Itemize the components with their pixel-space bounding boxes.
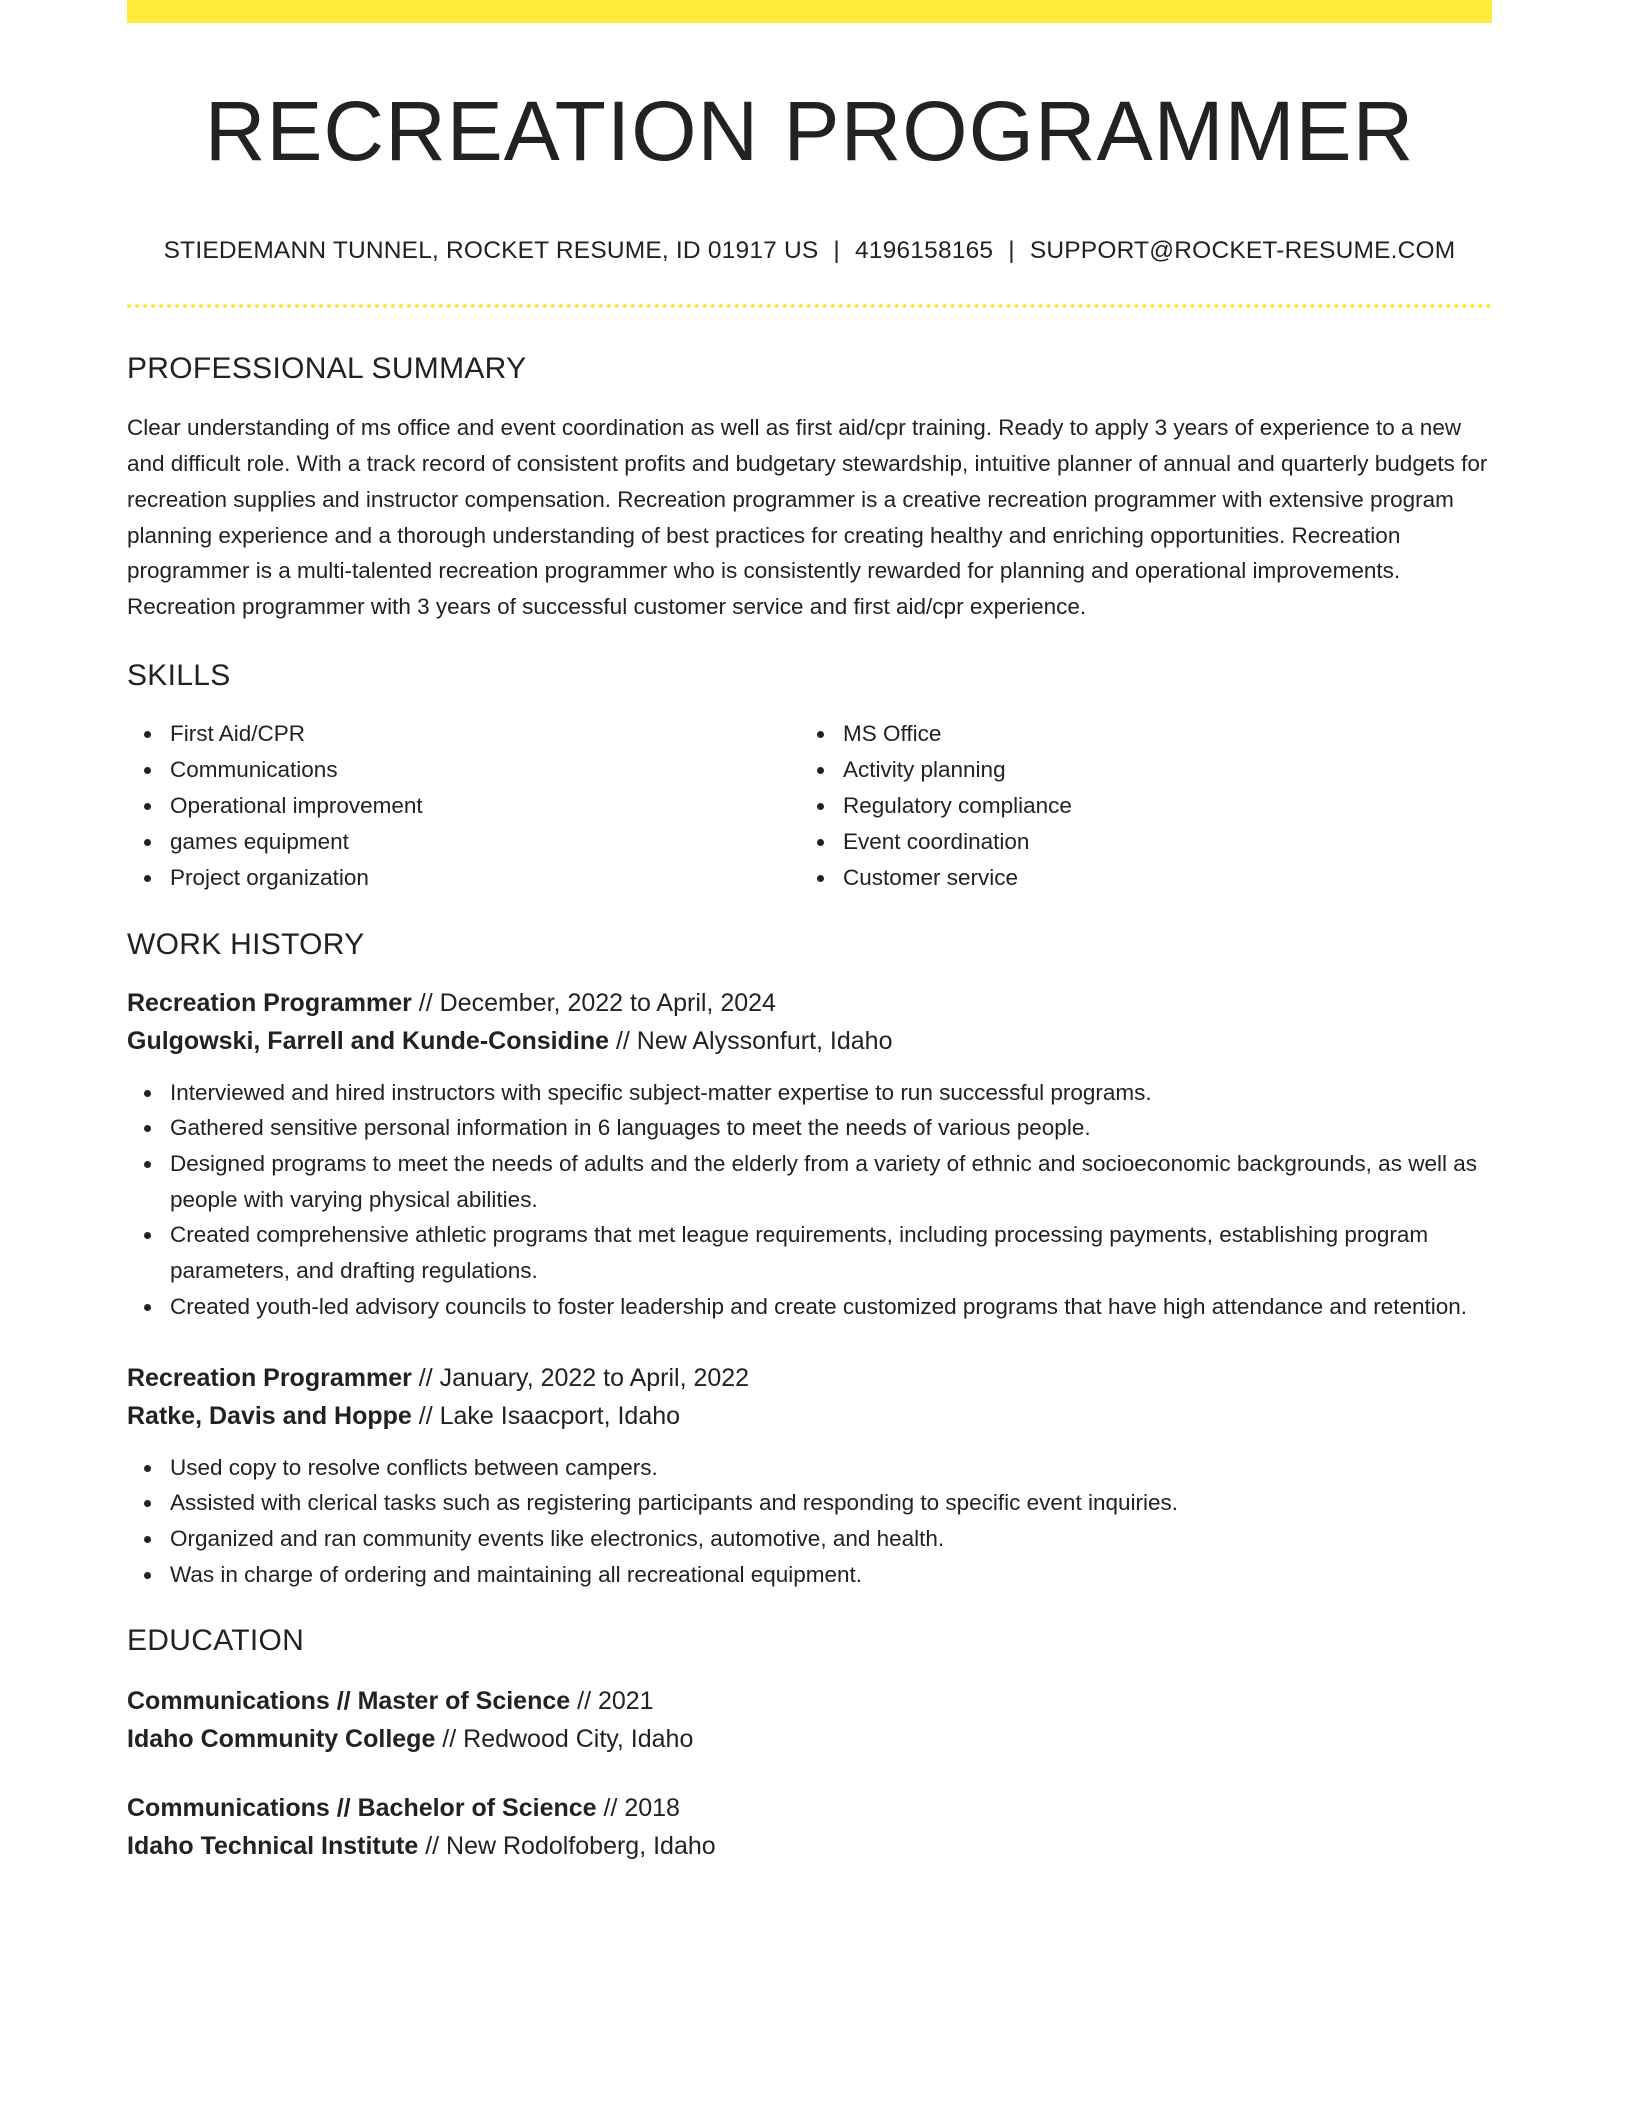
job-bullet: Assisted with clerical tasks such as registering participants and responding to specific event inquiries. — [127, 1485, 1492, 1521]
job-company-line — [127, 1397, 1492, 1435]
degree: Communications // Bachelor of Science — [127, 1794, 597, 1823]
job-entry — [127, 1359, 1492, 1593]
job-role: Recreation Programmer — [127, 988, 412, 1017]
school-line — [127, 1827, 1492, 1865]
job-bullets — [127, 1075, 1492, 1325]
job-company: Ratke, Davis and Hoppe — [127, 1401, 412, 1430]
skill-item: Communications — [127, 752, 800, 788]
job-bullet: Was in charge of ordering and maintaining all recreational equipment. — [127, 1557, 1492, 1593]
skills-column-right — [800, 716, 1473, 897]
job-bullet: Organized and ran community events like electronics, automotive, and health. — [127, 1521, 1492, 1557]
job-entry — [127, 984, 1492, 1325]
job-title-line — [127, 1359, 1492, 1397]
work-history-heading: WORK HISTORY — [127, 927, 365, 961]
school-location: // Redwood City, Idaho — [435, 1725, 694, 1754]
job-company: Gulgowski, Farrell and Kunde-Considine — [127, 1026, 609, 1055]
candidate-name: RECREATION PROGRAMMER — [204, 84, 1415, 178]
job-bullet: Used copy to resolve conflicts between campers. — [127, 1450, 1492, 1486]
job-dates: // December, 2022 to April, 2024 — [411, 988, 776, 1017]
job-bullet: Designed programs to meet the needs of adults and the elderly from a variety of ethnic and socioeconomic backgrounds, as well as people with varying physical abilities. — [127, 1146, 1492, 1217]
school-location: // New Rodolfoberg, Idaho — [418, 1832, 716, 1861]
skill-item: Event coordination — [800, 824, 1473, 860]
contact-phone: 4196158165 — [854, 237, 994, 265]
skills-column-left — [127, 716, 800, 897]
degree-line — [127, 1789, 1492, 1827]
job-role: Recreation Programmer — [127, 1363, 412, 1392]
job-bullet: Interviewed and hired instructors with specific subject-matter expertise to run successful programs. — [127, 1075, 1492, 1111]
job-location: // Lake Isaacport, Idaho — [411, 1401, 681, 1430]
degree-line — [127, 1682, 1492, 1720]
summary-heading: PROFESSIONAL SUMMARY — [127, 352, 527, 386]
dotted-divider — [127, 304, 1492, 308]
graduation-year: // 2021 — [570, 1687, 654, 1716]
job-bullet: Created youth-led advisory councils to foster leadership and create customized programs that have high attendance and retention. — [127, 1289, 1492, 1325]
school-name: Idaho Community College — [127, 1725, 436, 1754]
job-location: // New Alyssonfurt, Idaho — [609, 1026, 893, 1055]
skill-item: games equipment — [127, 824, 800, 860]
skill-item: Operational improvement — [127, 788, 800, 824]
job-bullets — [127, 1450, 1492, 1593]
education-heading: EDUCATION — [127, 1624, 305, 1658]
contact-line — [127, 237, 1492, 265]
contact-separator: | — [1008, 237, 1015, 265]
job-bullet: Gathered sensitive personal information in 6 languages to meet the needs of various people. — [127, 1110, 1492, 1146]
contact-email: SUPPORT@ROCKET-RESUME.COM — [1029, 237, 1456, 265]
skills-list — [127, 716, 1492, 897]
skill-item: Project organization — [127, 860, 800, 896]
skill-item: Activity planning — [800, 752, 1473, 788]
job-dates: // January, 2022 to April, 2022 — [411, 1363, 750, 1392]
summary-text: Clear understanding of ms office and event coordination as well as first aid/cpr training. Ready to apply 3 years of experience to a new and difficult role. With a track record of consistent profits and budgetary stewardship, intuitive planner of annual and quarterly budgets for recreation supplies and instructor compensation. Recreation programmer is a creative recreation programmer with extensive program planning experience and a thorough understanding of best practices for creating healthy and enriching opportunities. Recreation programmer is a multi-talented recreation programmer who is consistently rewarded for planning and operational improvements. Recreation programmer with 3 years of successful customer service and first aid/cpr experience. — [127, 415, 1488, 619]
skill-item: First Aid/CPR — [127, 716, 800, 752]
graduation-year: // 2018 — [596, 1794, 680, 1823]
school-name: Idaho Technical Institute — [127, 1832, 419, 1861]
school-line — [127, 1720, 1492, 1758]
contact-separator: | — [833, 237, 840, 265]
resume-page — [127, 0, 1492, 1865]
job-company-line — [127, 1022, 1492, 1060]
job-bullet: Created comprehensive athletic programs that met league requirements, including processing payments, establishing program parameters, and drafting regulations. — [127, 1217, 1492, 1288]
skill-item: MS Office — [800, 716, 1473, 752]
education-entry — [127, 1789, 1492, 1865]
skill-item: Regulatory compliance — [800, 788, 1473, 824]
accent-bar — [127, 0, 1492, 23]
job-title-line — [127, 984, 1492, 1022]
skills-heading: SKILLS — [127, 658, 231, 692]
degree: Communications // Master of Science — [127, 1687, 571, 1716]
education-entry — [127, 1682, 1492, 1758]
skill-item: Customer service — [800, 860, 1473, 896]
contact-address: STIEDEMANN TUNNEL, ROCKET RESUME, ID 01917 US — [163, 237, 819, 265]
